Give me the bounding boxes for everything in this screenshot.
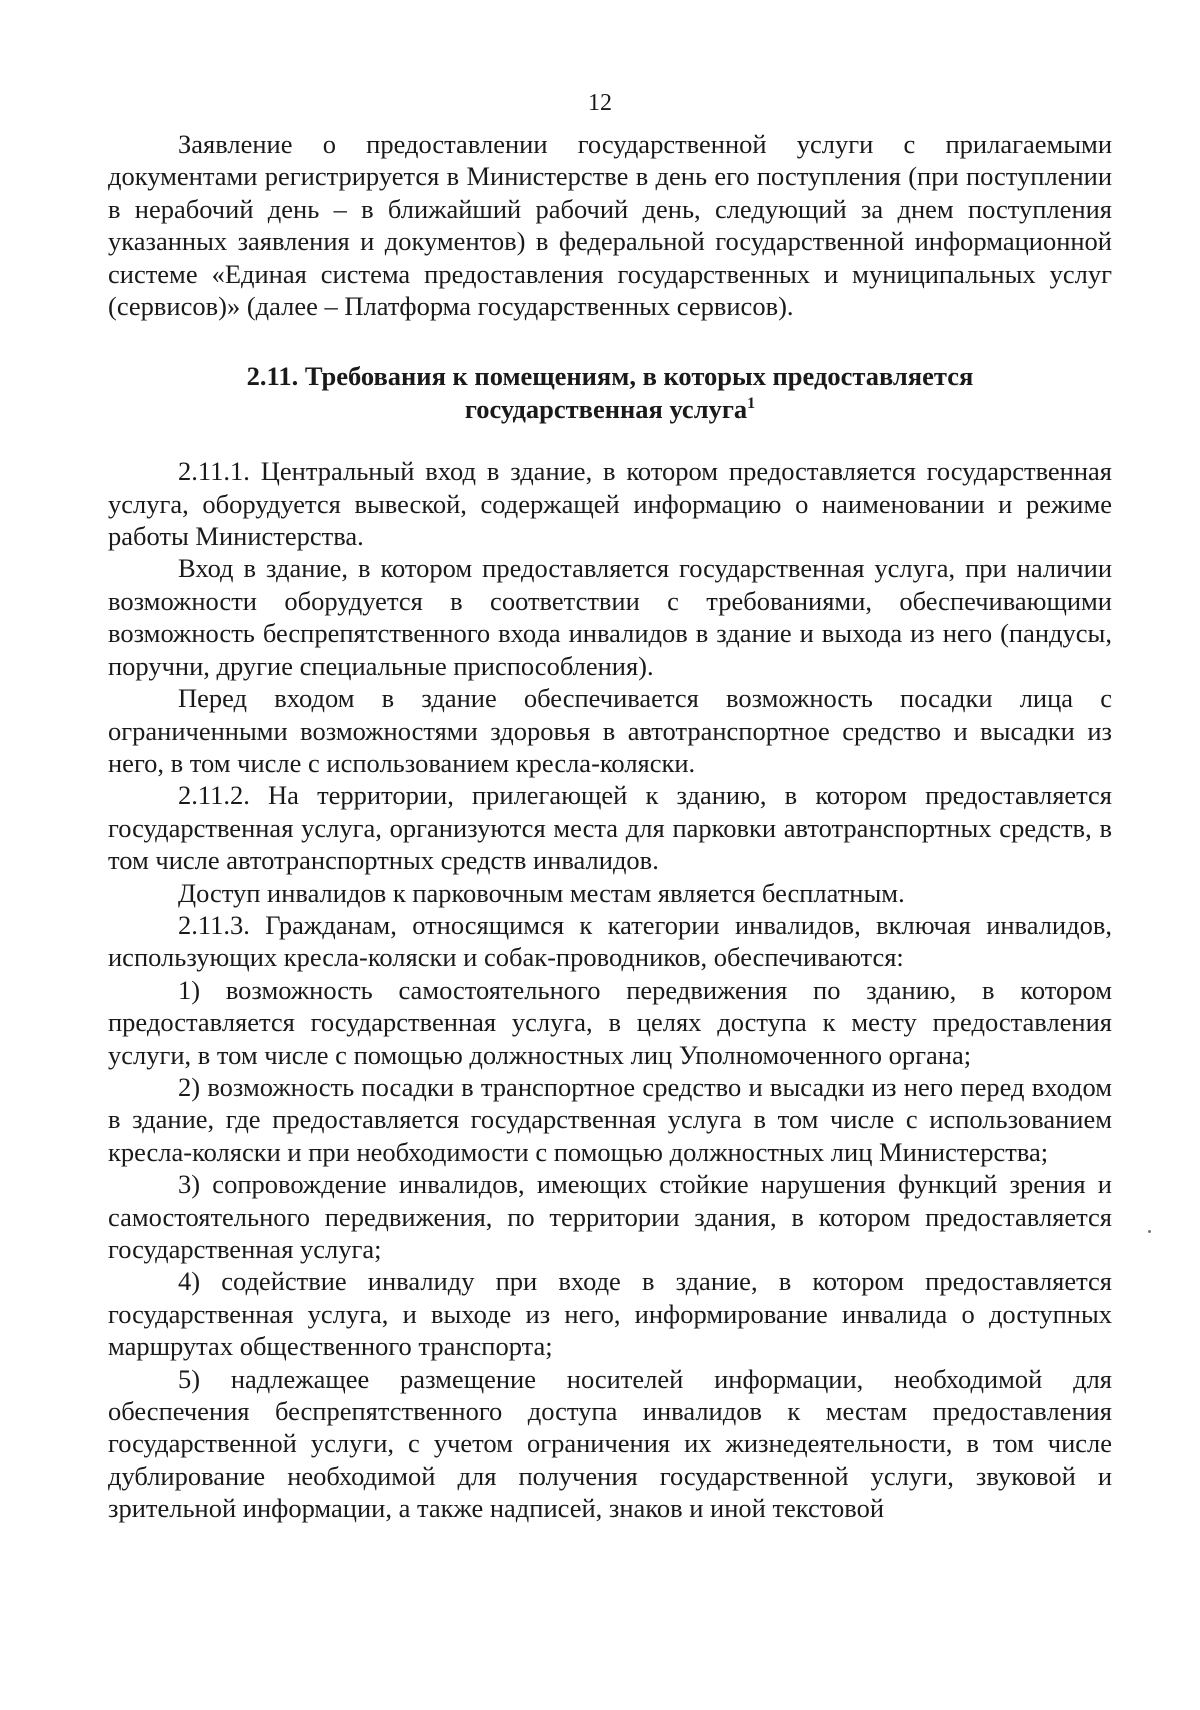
- list-item-1: 1) возможность самостоятельного передвижения по зданию, в котором предоставляется государственная услуга, в целях доступа к месту предоставления услуги, в том числе с помощью должностных лиц Уполномоченного органа;: [108, 974, 1112, 1070]
- paragraph-2-11-3: 2.11.3. Гражданам, относящимся к категории инвалидов, включая инвалидов, использующих кресла-коляски и собак-проводников, обеспечиваются:: [108, 909, 1112, 973]
- section-heading: [148, 360, 1072, 425]
- list-item-3: 3) сопровождение инвалидов, имеющих стойкие нарушения функций зрения и самостоятельного передвижения, по территории здания, в котором предоставляется государственная услуга;: [108, 1169, 1112, 1264]
- footnote-marker: 1: [747, 395, 756, 413]
- paragraph-free-parking: Доступ инвалидов к парковочным местам является бесплатным.: [178, 877, 905, 908]
- list-item-2: 2) возможность посадки в транспортное средство и высадки из него перед входом в здание, где предоставляется государственная услуга в том числе с использованием кресла-коляски и при необходимости с помощью должностных лиц Министерства;: [108, 1071, 1112, 1167]
- document-body: [108, 128, 1112, 1525]
- paragraph-2-11-2: 2.11.2. На территории, прилегающей к зданию, в котором предоставляется государственная услуга, организуются места для парковки автотранспортных средств, в том числе автотранспортных средств инвалидов.: [108, 780, 1112, 876]
- paragraph-2-11-1: 2.11.1. Центральный вход в здание, в котором предоставляется государственная услуга, оборудуется вывеской, содержащей информацию о наименовании и режиме работы Министерства.: [108, 456, 1112, 552]
- list-item-4: 4) содействие инвалиду при входе в здание, в котором предоставляется государственная услуга, и выходе из него, информирование инвалида о доступных маршрутах общественного транспорта;: [108, 1266, 1112, 1362]
- intro-paragraph: Заявление о предоставлении государственной услуги с прилагаемыми документами регистрируется в Министерстве в день его поступления (при поступлении в нерабочий день – в ближайший рабочий день, следующий за днем поступления указанных заявления и документов) в федеральной государственной информационной системе «Единая система предоставления государственных и муниципальных услуг (сервисов)» (далее – Платформа государственных сервисов).: [108, 129, 1112, 322]
- paragraph-entrance-equipment: Вход в здание, в котором предоставляется государственная услуга, при наличии возможности оборудуется в соответствии с требованиями, обеспечивающими возможность беспрепятственного входа инвалидов в здание и выхода из него (пандусы, поручни, другие специальные приспособления).: [108, 553, 1112, 681]
- page-number: 12: [588, 90, 612, 116]
- list-item-5: 5) надлежащее размещение носителей информации, необходимой для обеспечения беспрепятственного доступа инвалидов к местам предоставления государственной услуги, с учетом ограничения их жизнедеятельности, в том числе дублирование необходимой для получения государственной услуги, звуковой и зрительной информации, а также надписей, знаков и иной текстовой: [108, 1363, 1112, 1524]
- section-heading-text: 2.11. Требования к помещениям, в которых предоставляется государственная услуга: [246, 361, 974, 424]
- paragraph-boarding: Перед входом в здание обеспечивается возможность посадки лица с ограниченными возможностями здоровья в автотранспортное средство и высадки из него, в том числе с использованием кресла-коляски.: [108, 683, 1112, 778]
- scan-speck: [1148, 1230, 1151, 1233]
